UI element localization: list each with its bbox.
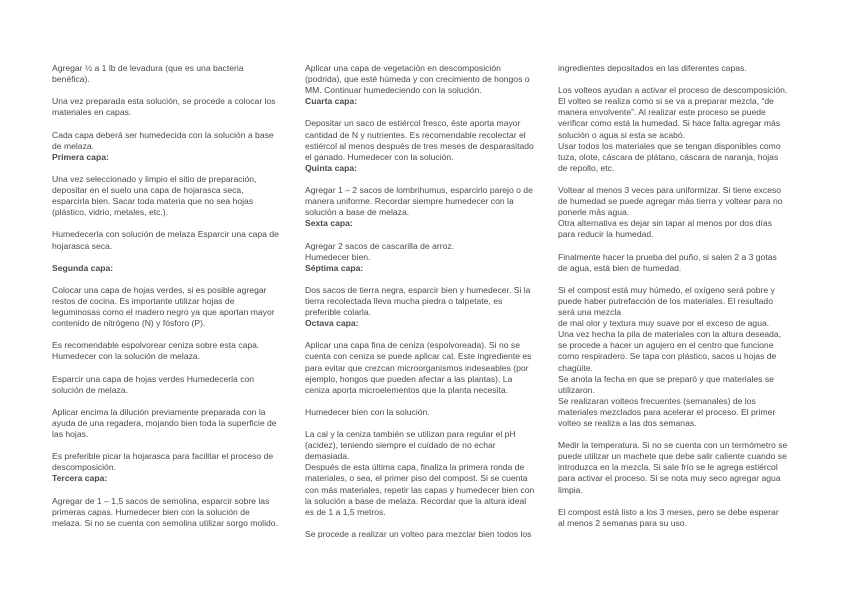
text-line: es de 1 a 1,5 metros. (305, 506, 386, 517)
text-line: la solución a base de melaza. Recordar que la altura ideal (305, 495, 527, 506)
text-line: Es recomendable espolvorear ceniza sobre esta capa. (52, 340, 260, 351)
text-line: el ganado. Humedecer con la solución. (305, 151, 454, 162)
paragraph (558, 440, 798, 495)
paragraph-gap (305, 274, 545, 285)
text-line: volteo se realiza a las dos semanas. (558, 418, 697, 428)
text-line: El compost está listo a los 3 meses, pero se debe esperar (558, 506, 779, 517)
text-line: manera envolvente”. Al realizar este proceso se puede (558, 107, 766, 118)
text-line: ingredientes depositados en las diferentes capas. (558, 63, 747, 73)
paragraph-gap (558, 174, 798, 185)
text-line: Una vez hecha la pila de materiales con la altura deseada, (558, 329, 782, 340)
text-line: tuza, olote, cáscara de plátano, cáscara de naranja, hojas (558, 151, 779, 162)
text-line: Agregar 2 sacos de cascarilla de arroz. (305, 240, 455, 251)
text-line: Si el compost está muy húmedo, el oxígeno será pobre y (558, 284, 775, 295)
paragraph-gap (52, 363, 292, 374)
paragraph-gap (52, 329, 292, 340)
text-line: Humedecer bien con la solución. (305, 406, 430, 417)
text-line: puede haber putrefacción de los materiales. El resultado (558, 295, 773, 306)
text-line: Es preferible picar la hojarasca para facilitar el proceso de (52, 451, 274, 462)
paragraph (52, 229, 292, 251)
text-line: de agua, está bien de humedad. (558, 262, 682, 273)
paragraph (52, 451, 292, 484)
text-line: puede utilizar un machete que debe salir caliente cuando se (558, 451, 787, 462)
text-line: de mal olor y textura muy suave por el exceso de agua. (558, 318, 770, 329)
paragraph-gap (558, 274, 798, 285)
text-line: verificar como está la humedad. Si hace falta agregar más (558, 118, 781, 129)
paragraph (52, 63, 292, 85)
text-line: para activar el proceso. Si se nota muy seco agregar agua (558, 473, 781, 484)
text-line: ejemplo, hongos que pueden afectar a las plantas). La (305, 373, 513, 384)
text-line: Aplicar una capa de vegetación en descomposición (305, 63, 501, 73)
text-line: Una vez preparada esta solución, se procede a colocar los (52, 96, 276, 107)
paragraph-gap (52, 218, 292, 229)
text-line: se procede a hacer un agujero en el centro que funcione (558, 340, 774, 351)
paragraph (558, 85, 798, 174)
text-line: materiales mezclados para acelerar el proceso. El primer (558, 406, 776, 417)
text-line: Voltear al menos 3 veces para uniformizar. Si tiene exceso (558, 185, 782, 196)
text-line: manera uniforme. Recordar siempre humedecer con la (305, 196, 514, 207)
text-line: para reducir la humedad. (558, 229, 654, 240)
text-line: será una mezcla (558, 307, 622, 318)
text-line: depositar en el suelo una capa de hojarasca seca, (52, 185, 244, 196)
text-line: al menos 2 semanas para su uso. (558, 517, 687, 528)
paragraph (52, 340, 292, 362)
text-line: Otra alternativa es dejar sin tapar al menos por dos días (558, 218, 773, 229)
text-line: con más materiales, repetir las capas y humedecer bien con (305, 484, 535, 495)
paragraph-gap (52, 118, 292, 129)
text-column-2 (305, 63, 545, 540)
text-line: como respiradero. Se tapa con plástico, sacos u hojas de (558, 351, 777, 362)
text-line: Humedecer bien. (305, 251, 371, 262)
paragraph (558, 63, 798, 74)
paragraph-gap (52, 440, 292, 451)
text-line: MM. Continuar humedeciendo con la solución. (305, 85, 482, 96)
paragraph-gap (558, 74, 798, 85)
section-heading: Octava capa: (305, 318, 359, 329)
text-line: cuenta con ceniza se puede aplicar cal. Este ingrediente es (305, 351, 532, 362)
paragraph (52, 496, 292, 529)
text-line: Colocar una capa de hojas verdes, si es posible agregar (52, 284, 267, 295)
paragraph-gap (305, 518, 545, 529)
paragraph (52, 407, 292, 440)
text-line: hojarasca seca. (52, 240, 113, 251)
text-line: Esparcir una capa de hojas verdes Humedecerla con (52, 373, 255, 384)
paragraph-gap (305, 229, 545, 240)
text-line: leguminosas como el madero negro ya que aportan mayor (52, 307, 275, 318)
text-line: solución a base de melaza. (305, 207, 410, 218)
paragraph (52, 96, 292, 118)
text-line: (podrida), que esté húmeda y con crecimiento de hongos o (305, 74, 530, 85)
text-line: ayuda de una regadera, mojando bien toda la superficie de (52, 418, 277, 428)
text-line: melaza. Si no se cuenta con semolina utilizar sorgo molido. (52, 517, 278, 528)
text-line: limpia. (558, 484, 583, 495)
text-line: Aplicar encima la dilución previamente preparada con la (52, 406, 266, 417)
text-line: de repollo, etc. (558, 162, 615, 173)
text-line: chagüite. (558, 362, 593, 373)
paragraph-gap (558, 241, 798, 252)
text-line: materiales, o sea, el primer piso del compost. Si se cuenta (305, 473, 528, 484)
paragraph (52, 174, 292, 218)
section-heading: Primera capa: (52, 151, 109, 162)
paragraph (305, 63, 545, 107)
text-line: Aplicar una capa fina de ceniza (espolvoreada). Si no se (305, 340, 520, 351)
text-line: Medir la temperatura. Si no se cuenta con un termómetro se (558, 440, 788, 451)
text-line: descomposición. (52, 462, 117, 473)
text-line: Una vez seleccionado y limpio el sitio de preparación, (52, 173, 257, 184)
section-heading-block (52, 263, 292, 274)
text-line: Humedecerla con solución de melaza Esparcir una capa de (52, 229, 279, 240)
text-line: utilizaron. (558, 384, 595, 395)
paragraph-gap (305, 329, 545, 340)
text-column-1 (52, 63, 292, 529)
text-line: restos de cocina. Es importante utilizar hojas de (52, 295, 235, 306)
section-heading: Séptima capa: (305, 262, 364, 273)
paragraph (305, 529, 545, 540)
paragraph-gap (52, 485, 292, 496)
paragraph-gap (305, 396, 545, 407)
text-line: Humedecer con la solución de melaza. (52, 351, 201, 362)
paragraph (558, 185, 798, 240)
paragraph (305, 241, 545, 274)
text-line: cantidad de N y nutrientes. Es recomendable recolectar el (305, 129, 526, 140)
section-heading: Quinta capa: (305, 162, 358, 173)
paragraph (305, 429, 545, 518)
paragraph (305, 185, 545, 229)
paragraph-gap (52, 163, 292, 174)
text-line: preferible colarla. (305, 307, 371, 318)
paragraph (305, 118, 545, 173)
text-line: contenido de nitrógeno (N) y fósforo (P). (52, 318, 206, 329)
text-line: ceniza aporta microelementos que la planta necesita. (305, 384, 509, 395)
paragraph-gap (305, 107, 545, 118)
text-line: tierra recolectada lleva mucha piedra o talpetate, es (305, 295, 503, 306)
text-line: Agregar de 1 – 1,5 sacos de semolina, esparcir sobre las (52, 495, 270, 506)
text-line: materiales en capas. (52, 107, 132, 118)
text-line: Los volteos ayudan a activar el proceso de descomposición. (558, 85, 788, 96)
text-line: Agregar 1 – 2 sacos de lombrihumus, esparcirlo parejo o de (305, 185, 533, 196)
text-line: Depositar un saco de estiércol fresco, éste aporta mayor (305, 118, 521, 129)
text-line: Se procede a realizar un volteo para mezclar bien todos los (305, 528, 532, 539)
paragraph (305, 285, 545, 329)
paragraph (305, 407, 545, 418)
text-line: Se anota la fecha en que se preparó y que materiales se (558, 373, 774, 384)
paragraph (52, 130, 292, 163)
paragraph-gap (305, 174, 545, 185)
text-line: solución o agua si esta se acabó. (558, 129, 686, 140)
paragraph (52, 374, 292, 396)
text-line: las hojas. (52, 429, 89, 440)
text-line: de humedad se puede agregar más tierra y voltear para no (558, 196, 783, 207)
text-line: Dos sacos de tierra negra, esparcir bien y humedecer. Si la (305, 284, 531, 295)
text-line: demasiada. (305, 451, 350, 462)
paragraph-gap (52, 396, 292, 407)
paragraph-gap (52, 85, 292, 96)
text-line: benéfica). (52, 74, 90, 85)
paragraph-gap (305, 418, 545, 429)
paragraph (305, 340, 545, 395)
text-line: de melaza. (52, 140, 95, 151)
text-line: El volteo se realiza como si se va a preparar mezcla, “de (558, 96, 774, 107)
paragraph-gap (558, 429, 798, 440)
section-heading: Tercera capa: (52, 473, 108, 484)
text-line: primeras capas. Humedecer bien con la solución de (52, 506, 250, 517)
text-line: esparcirla bien. Sacar toda materia que no sea hojas (52, 196, 254, 207)
text-line: Finalmente hacer la prueba del puño, si salen 2 a 3 gotas (558, 251, 777, 262)
text-line: estiércol al menos después de tres meses de desparasitado (305, 140, 534, 151)
text-line: Se realizaran volteos frecuentes (semanales) de los (558, 395, 756, 406)
text-line: para evitar que crezcan microorganismos indeseables (por (305, 362, 529, 373)
section-heading: Cuarta capa: (305, 96, 358, 107)
text-line: Agregar ½ a 1 lb de levadura (que es una bacteria (52, 63, 244, 73)
paragraph (558, 507, 798, 529)
text-line: La cal y la ceniza también se utilizan para regular el pH (305, 429, 516, 440)
text-line: Después de esta última capa, finaliza la primera ronda de (305, 462, 525, 473)
section-heading: Sexta capa: (305, 218, 353, 229)
paragraph (558, 252, 798, 274)
text-line: (plástico, vidrio, metales, etc.). (52, 207, 169, 218)
text-line: solución de melaza. (52, 384, 128, 395)
text-column-3 (558, 63, 798, 529)
text-line: Usar todos los materiales que se tengan disponibles como (558, 140, 781, 151)
section-heading: Segunda capa: (52, 262, 114, 273)
paragraph-gap (52, 252, 292, 263)
paragraph-gap (52, 274, 292, 285)
paragraph (52, 285, 292, 329)
text-line: ponerle más agua. (558, 207, 630, 218)
paragraph-gap (558, 496, 798, 507)
text-line: introduzca en la mezcla. Si sale frío se le agrega estiércol (558, 462, 778, 473)
text-line: Cada capa deberá ser humedecida con la solución a base (52, 129, 274, 140)
paragraph (558, 285, 798, 429)
text-line: (acidez), teniendo siempre el cuidado de no echar (305, 440, 496, 451)
